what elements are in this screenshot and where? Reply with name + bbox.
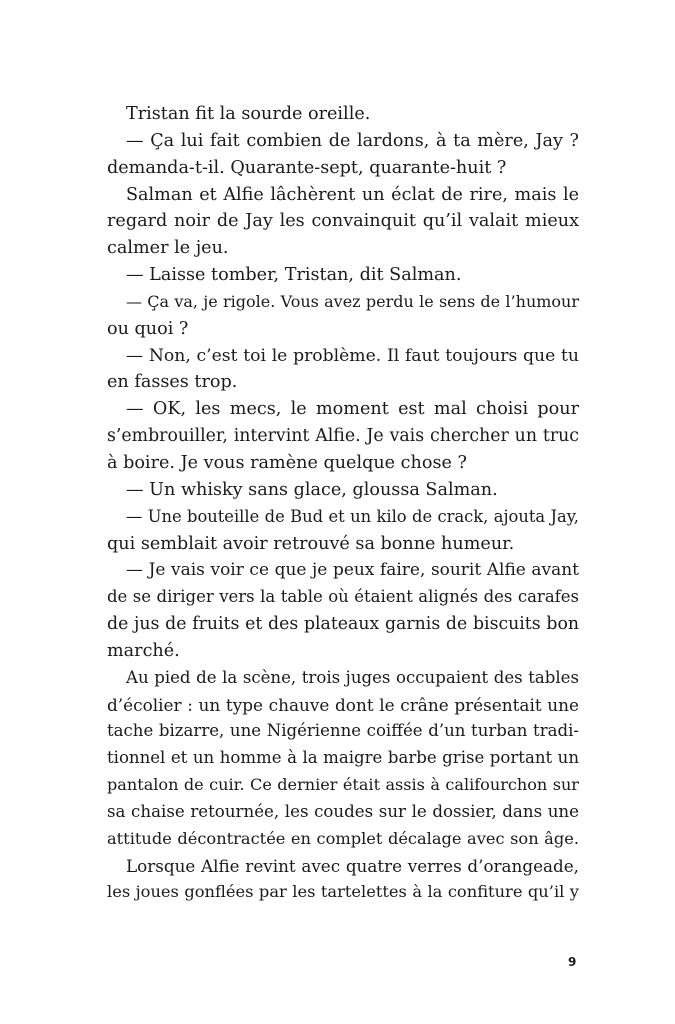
- text-line: marché.: [107, 640, 180, 661]
- text-line: — Un whisky sans glace, gloussa Salman.: [126, 479, 498, 500]
- text-line: sa chaise retournée, les coudes sur le dossier, dans une: [107, 801, 579, 821]
- text-line: d’écolier : un type chauve dont le crâne présentait une: [107, 694, 579, 715]
- text-line: s’embrouiller, intervint Alfie. Je vais chercher un truc: [107, 426, 579, 447]
- text-line: tache bizarre, une Nigérienne coiffée d’un turban tradi-: [107, 721, 579, 741]
- body-text: [107, 101, 579, 906]
- text-line: calmer le jeu.: [107, 238, 229, 259]
- text-line: — Ça va, je rigole. Vous avez perdu le sens de l’humour: [126, 291, 579, 311]
- text-line: attitude décontractée en complet décalage avec son âge.: [107, 828, 579, 848]
- text-line: — Une bouteille de Bud et un kilo de crack, ajouta Jay,: [126, 506, 579, 526]
- text-line: pantalon de cuir. Ce dernier était assis à califourchon sur: [107, 775, 579, 795]
- text-line: tionnel et un homme à la maigre barbe grise portant un: [107, 748, 579, 768]
- text-line: de jus de fruits et des plateaux garnis de biscuits bon: [107, 614, 579, 635]
- text-line: les joues gonflées par les tartelettes à la confiture qu’il y: [107, 882, 579, 902]
- text-line: — Ça lui fait combien de lardons, à ta mère, Jay ?: [126, 130, 579, 151]
- text-line: demanda-t-il. Quarante-sept, quarante-huit ?: [107, 157, 507, 178]
- text-line: — OK, les mecs, le moment est mal choisi pour: [126, 399, 579, 420]
- text-line: Lorsque Alfie revint avec quatre verres d’orangeade,: [126, 855, 579, 876]
- text-line: regard noir de Jay les convainquit qu’il valait mieux: [107, 211, 579, 232]
- text-line: — Non, c’est toi le problème. Il faut toujours que tu: [126, 345, 579, 366]
- text-line: qui semblait avoir retrouvé sa bonne humeur.: [107, 533, 515, 554]
- text-line: Tristan fit la sourde oreille.: [126, 104, 371, 124]
- page-number: 9: [568, 955, 577, 969]
- text-line: — Laisse tomber, Tristan, dit Salman.: [126, 265, 462, 286]
- text-line: ou quoi ?: [107, 318, 189, 339]
- text-line: de se diriger vers la table où étaient alignés des carafes: [107, 587, 579, 607]
- text-line: en fasses trop.: [107, 372, 238, 393]
- text-line: Au pied de la scène, trois juges occupaient des tables: [126, 667, 579, 687]
- text-line: Salman et Alfie lâchèrent un éclat de rire, mais le: [126, 184, 579, 205]
- text-line: — Je vais voir ce que je peux faire, sourit Alfie avant: [126, 560, 579, 581]
- text-line: à boire. Je vous ramène quelque chose ?: [107, 452, 467, 473]
